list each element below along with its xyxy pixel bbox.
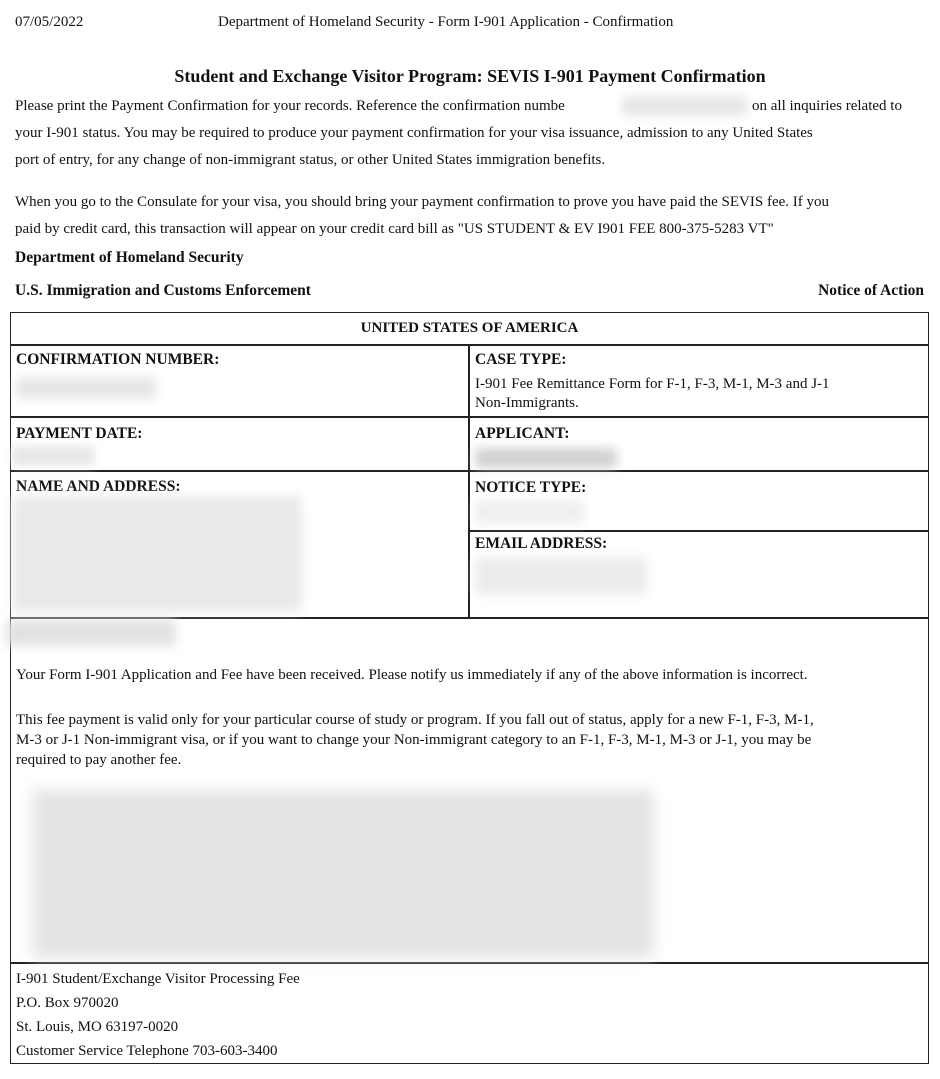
case-type-line-2: Non-Immigrants. [475,395,579,411]
confirmation-number-label: CONFIRMATION NUMBER: [16,351,220,368]
notice-of-action: Notice of Action [818,282,924,299]
country-header: UNITED STATES OF AMERICA [360,320,579,336]
valid-line-2: M-3 or J-1 Non-immigrant visa, or if you want to change your Non-immigrant category to an F-1, F-3, M-1, M-3 or J-1, you may be [16,732,812,748]
print-date: 07/05/2022 [15,14,84,30]
table-divider [10,470,929,472]
case-type-label: CASE TYPE: [475,351,567,368]
page-header-title: Department of Homeland Security - Form I-901 Application - Confirmation [218,14,674,30]
footer-line-4: Customer Service Telephone 703-603-3400 [16,1043,278,1059]
table-divider [10,344,929,346]
footer-line-1: I-901 Student/Exchange Visitor Processing Fee [16,971,300,987]
table-divider [10,962,929,964]
intro-line-2: your I-901 status. You may be required to produce your payment confirmation for your visa issuance, admission to any United States [15,125,813,141]
redacted-applicant-name [475,448,617,468]
table-divider [469,530,929,532]
intro-text-a: Please print the Payment Confirmation for your records. Reference the confirmation numbe [15,98,565,114]
redacted-confirmation-value [16,377,156,399]
table-divider [10,617,929,619]
valid-line-1: This fee payment is valid only for your particular course of study or program. If you fall out of status, apply for a new F-1, F-3, M-1, [16,712,814,728]
intro-text-b: on all inquiries related to [752,98,902,114]
redacted-reference [6,620,176,646]
case-type-line-1: I-901 Fee Remittance Form for F-1, F-3, M-1, M-3 and J-1 [475,376,830,392]
department-name: Department of Homeland Security [15,249,244,266]
table-divider [10,416,929,418]
consulate-line-1: When you go to the Consulate for your visa, you should bring your payment confirmation to prove you have paid the SEVIS fee. If you [15,194,829,210]
received-notice: Your Form I-901 Application and Fee have been received. Please notify us immediately if any of the above information is incorrect. [16,667,808,683]
footer-line-2: P.O. Box 970020 [16,995,119,1011]
document-title: Student and Exchange Visitor Program: SEVIS I-901 Payment Confirmation [174,66,766,86]
redacted-barcode-area [32,790,654,958]
valid-line-3: required to pay another fee. [16,752,182,768]
consulate-line-2: paid by credit card, this transaction will appear on your credit card bill as "US STUDENT & EV I901 FEE 800-375-5283 VT" [15,221,774,237]
payment-date-label: PAYMENT DATE: [16,425,143,442]
footer-line-3: St. Louis, MO 63197-0020 [16,1019,179,1035]
notice-type-label: NOTICE TYPE: [475,479,587,496]
email-address-label: EMAIL ADDRESS: [475,535,608,552]
name-and-address-label: NAME AND ADDRESS: [16,478,181,495]
redacted-payment-date [12,446,94,466]
intro-line-3: port of entry, for any change of non-immigrant status, or other United States immigration benefits. [15,152,606,168]
table-column-divider [468,344,470,618]
redacted-notice-type [475,500,585,524]
applicant-label: APPLICANT: [475,425,570,442]
redacted-email-address [475,557,647,595]
redacted-name-and-address [12,496,302,612]
redacted-confirmation-number [622,96,747,116]
bureau-name: U.S. Immigration and Customs Enforcement [15,282,311,299]
